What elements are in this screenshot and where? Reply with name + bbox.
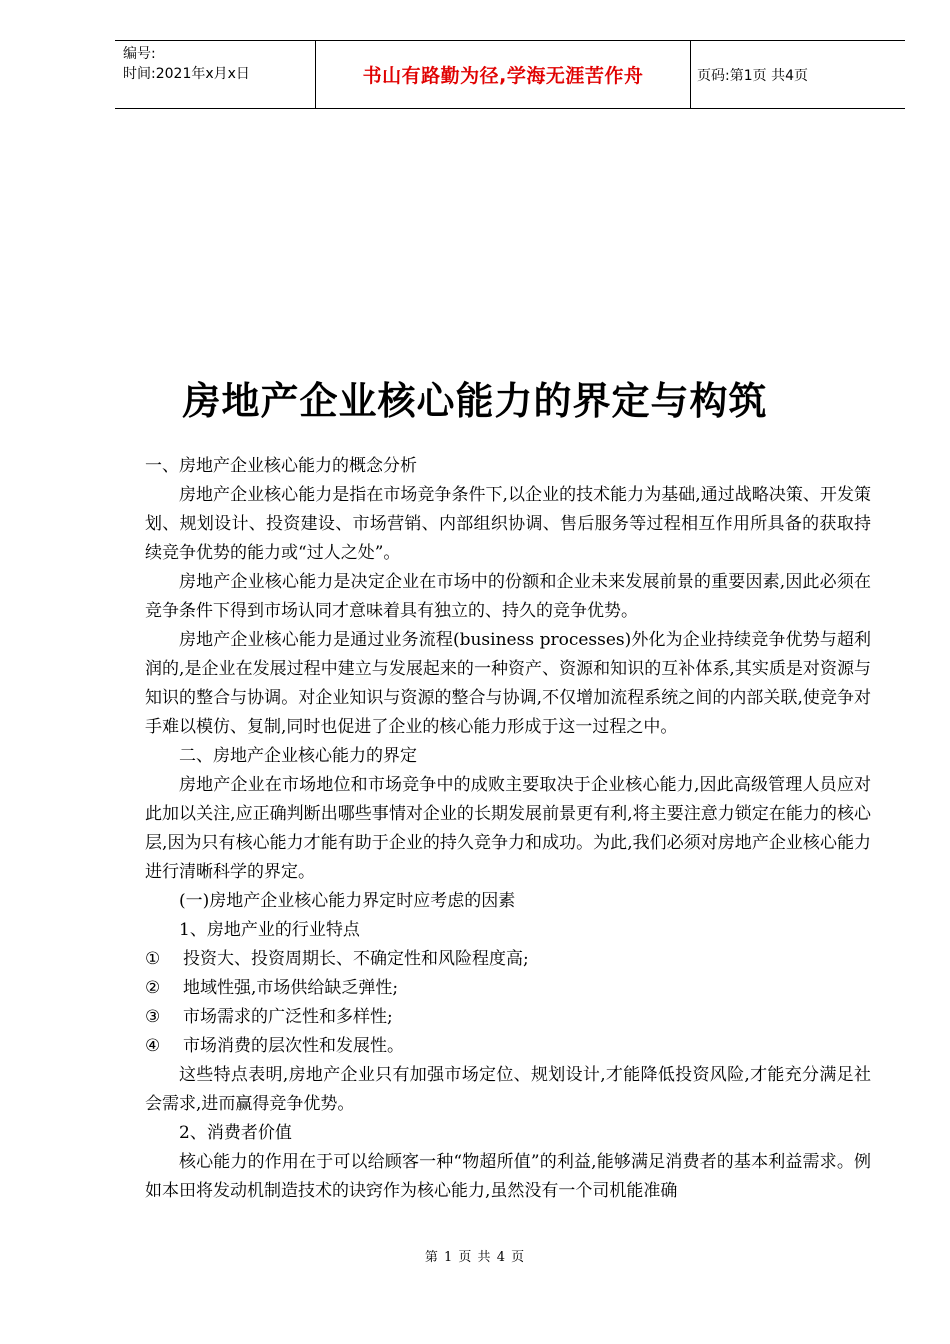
subsection-heading: 1、房地产业的行业特点 (179, 920, 360, 940)
document-body (145, 452, 871, 1206)
list-number: ① (145, 949, 161, 969)
subsection-heading: (一)房地产企业核心能力界定时应考虑的因素 (179, 891, 516, 911)
page-footer: 第 1 页 共 4 页 (424, 1250, 526, 1265)
list-item (145, 974, 871, 1003)
section-heading: 一、房地产企业核心能力的概念分析 (145, 456, 417, 476)
list-text: 市场消费的层次性和发展性。 (183, 1036, 404, 1056)
list-text: 地域性强,市场供给缺乏弹性; (183, 978, 399, 998)
paragraph: 这些特点表明,房地产企业只有加强市场定位、规划设计,才能降低投资风险,才能充分满足社会需求,进而赢得竞争优势。 (145, 1065, 871, 1114)
paragraph: 房地产企业核心能力是通过业务流程(business processes)外化为企业持续竞争优势与超利润的,是企业在发展过程中建立与发展起来的一种资产、资源和知识的互补体系,其实质是对资源与知识的整合与协调。对企业知识与资源的整合与协调,不仅增加流程系统之间的内部关联,使竞争对手难以模仿、复制,同时也促进了企业的核心能力形成于这一过程之中。 (145, 630, 871, 737)
list-number: ④ (145, 1036, 161, 1056)
section-heading: 二、房地产企业核心能力的界定 (179, 746, 417, 766)
document-title: 房地产企业核心能力的界定与构筑 (182, 379, 768, 423)
paragraph: 房地产企业在市场地位和市场竞争中的成败主要取决于企业核心能力,因此高级管理人员应对此加以关注,应正确判断出哪些事情对企业的长期发展前景更有利,将主要注意力锁定在能力的核心层,因为只有核心能力才能有助于企业的持久竞争力和成功。为此,我们必须对房地产企业核心能力进行清晰科学的界定。 (145, 775, 871, 882)
header-page-info: 页码:第1页 共4页 (697, 67, 808, 84)
paragraph: 房地产企业核心能力是指在市场竞争条件下,以企业的技术能力为基础,通过战略决策、开发策划、规划设计、投资建设、市场营销、内部组织协调、售后服务等过程相互作用所具备的获取持续竞争优势的能力或“过人之处”。 (145, 485, 871, 563)
list-item (145, 945, 871, 974)
page-header (115, 40, 905, 109)
list-number: ③ (145, 1007, 161, 1027)
number-label: 编号: (123, 46, 156, 62)
time-label: 时间:2021年x月x日 (123, 66, 250, 82)
subsection-heading: 2、消费者价值 (179, 1123, 292, 1143)
list-item (145, 1003, 871, 1032)
list-text: 投资大、投资周期长、不确定性和风险程度高; (183, 949, 529, 969)
header-motto: 书山有路勤为径,学海无涯苦作舟 (315, 41, 691, 108)
paragraph: 核心能力的作用在于可以给顾客一种“物超所值”的利益,能够满足消费者的基本利益需求。例如本田将发动机制造技术的诀窍作为核心能力,虽然没有一个司机能准确 (145, 1152, 871, 1201)
paragraph: 房地产企业核心能力是决定企业在市场中的份额和企业未来发展前景的重要因素,因此必须在竞争条件下得到市场认同才意味着具有独立的、持久的竞争优势。 (145, 572, 871, 621)
header-meta (115, 41, 315, 108)
list-item (145, 1032, 871, 1061)
list-text: 市场需求的广泛性和多样性; (183, 1007, 393, 1027)
list-number: ② (145, 978, 161, 998)
